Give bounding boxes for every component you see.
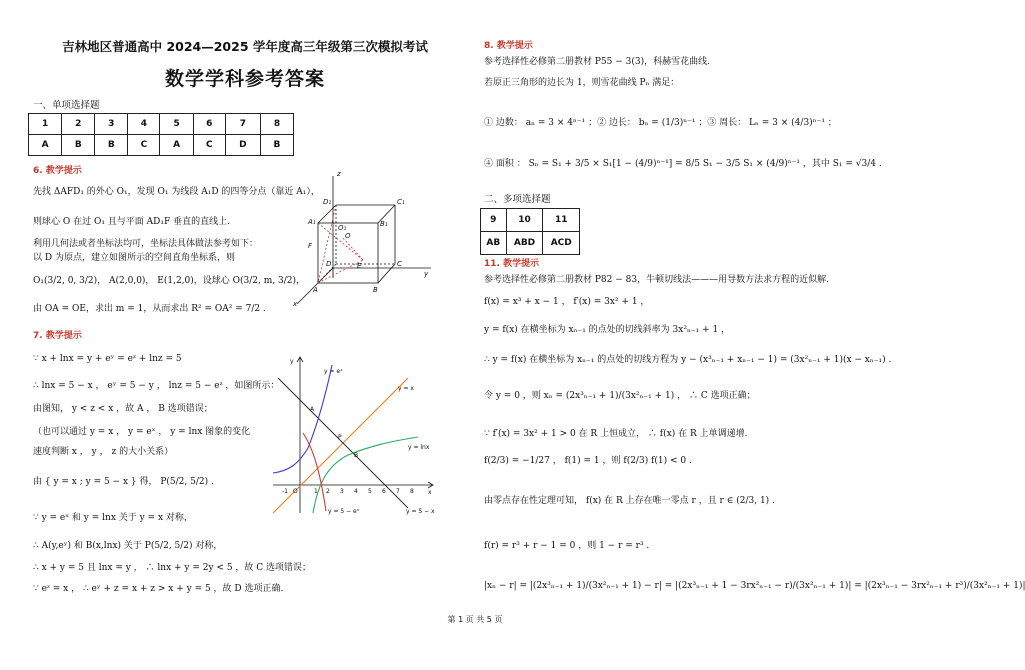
q8-line: ① 边数： aₙ = 3 × 4ⁿ⁻¹ ；② 边长： bₙ = (1/3)ⁿ⁻¹ ；③ 周长： Lₙ = 3 × (4/3)ⁿ⁻¹ ； xyxy=(484,118,837,128)
q6-line: O₁(3/2, 0, 3/2)， A(2,0,0)， E(1,2,0)，设球心 O(3/2, m, 3/2)， xyxy=(33,276,305,286)
answer-title: 数学学科参考答案 xyxy=(164,68,325,90)
table-cell: A xyxy=(29,135,62,156)
svg-text:x: x xyxy=(428,489,432,496)
table-cell: 2 xyxy=(62,114,95,135)
svg-text:O: O xyxy=(345,232,351,240)
table-row xyxy=(29,114,294,135)
svg-text:D: D xyxy=(326,260,332,268)
svg-text:y = lnx: y = lnx xyxy=(408,444,430,451)
table-cell: C xyxy=(193,135,225,156)
table-cell: ACD xyxy=(543,232,580,255)
table-cell: 4 xyxy=(128,114,160,135)
svg-text:z: z xyxy=(337,170,341,178)
q7-line: （也可以通过 y = x ， y = eˣ ， y = lnx 图象的变化 xyxy=(33,427,251,437)
svg-text:y = 5 − x: y = 5 − x xyxy=(406,508,435,515)
q7-line: ∴ A(y,eʸ) 和 B(x,lnx) 关于 P(5/2, 5/2) 对称， xyxy=(33,541,223,551)
q6-line: 先找 ΔAFD₁ 的外心 O₁，发现 O₁ 为线段 A₁D 的四等分点（靠近 A₁）， xyxy=(33,187,320,197)
svg-text:O: O xyxy=(293,488,298,495)
svg-text:A: A xyxy=(310,406,315,413)
q7-line: 速度判断 x ， y ， z 的大小关系） xyxy=(33,447,174,457)
q11-line: ∵ f′(x) = 3x² + 1 > 0 在 R 上恒成立， ∴ f(x) 在 R 上单调递增. xyxy=(484,429,748,439)
q11-hint-heading: 11. 教学提示 xyxy=(484,259,540,269)
svg-text:B: B xyxy=(354,452,359,459)
q7-line: ∵ eᶻ = x ， ∴ eʸ + z = x + z > x + y = 5 ，故 D 选项正确. xyxy=(33,584,284,594)
q7-function-graph xyxy=(268,353,438,515)
section-multi-choice-heading: 二、多项选择题 xyxy=(484,194,551,205)
svg-text:B: B xyxy=(373,286,378,294)
table-cell: 7 xyxy=(225,114,260,135)
table-cell: B xyxy=(260,135,293,156)
table-cell: 1 xyxy=(29,114,62,135)
svg-text:A₁: A₁ xyxy=(308,218,316,226)
table-cell: 3 xyxy=(95,114,128,135)
q11-line: 由零点存在性定理可知， f(x) 在 R 上存在唯一零点 r ，且 r ∈ (2/3, 1) . xyxy=(484,496,775,506)
q11-line: f(2/3) = −1/27 ， f(1) = 1 ，则 f(2/3) f(1) < 0 . xyxy=(484,456,692,466)
single-choice-answer-table xyxy=(28,113,294,156)
table-cell: 10 xyxy=(506,209,543,232)
q11-line: ∴ y = f(x) 在横坐标为 xₙ₋₁ 的点处的切线方程为 y − (x³ₙ₋₁ + xₙ₋₁ − 1) = (3x²ₙ₋₁ + 1)(x − xₙ₋₁) . xyxy=(484,355,892,365)
svg-text:4: 4 xyxy=(354,488,358,495)
q6-line: 则球心 O 在过 O₁ 且与平面 AD₁F 垂直的直线上. xyxy=(33,217,230,227)
q8-line: 若原正三角形的边长为 1，则雪花曲线 Pₙ 满足： xyxy=(484,78,680,88)
svg-text:3: 3 xyxy=(340,488,344,495)
svg-text:5: 5 xyxy=(368,488,372,495)
table-cell: B xyxy=(62,135,95,156)
q7-line: ∵ y = eˣ 和 y = lnx 关于 y = x 对称， xyxy=(33,513,193,523)
page-number: 第 1 页 共 5 页 xyxy=(447,615,503,624)
section-single-choice-heading: 一、单项选择题 xyxy=(33,100,100,111)
table-cell: C xyxy=(128,135,160,156)
page-header xyxy=(30,37,460,91)
q11-line: |xₙ − r| = |(2x³ₙ₋₁ + 1)/(3x²ₙ₋₁ + 1) − r| = |(2x³ₙ₋₁ + 1 − 3rx²ₙ₋₁ − r)/(3x²ₙ₋₁ + 1)| = |(2x³ₙ₋₁ − 3rx²ₙ₋₁ + r³)/(3x²ₙ₋₁ + 1)| xyxy=(484,581,1025,591)
svg-text:8: 8 xyxy=(410,488,414,495)
q11-line: 参考选择性必修第二册教材 P82 − 83，牛顿切线法———用导数方法求方程的近似解. xyxy=(484,275,829,285)
table-cell: B xyxy=(95,135,128,156)
table-cell: 11 xyxy=(543,209,580,232)
table-cell: 6 xyxy=(193,114,225,135)
q6-line: 利用几何法或者坐标法均可，坐标法具体做法参考如下： xyxy=(33,239,259,249)
svg-text:y = eˣ: y = eˣ xyxy=(324,368,343,375)
table-cell: AB xyxy=(481,232,507,255)
q6-line: 由 OA = OE，求出 m = 1，从而求出 R² = OA² = 7/2 . xyxy=(33,304,266,314)
svg-text:y = 5 − eˣ: y = 5 − eˣ xyxy=(328,508,360,515)
multi-choice-answer-table xyxy=(480,208,580,255)
svg-text:C: C xyxy=(397,260,402,268)
svg-text:6: 6 xyxy=(382,488,386,495)
table-cell: A xyxy=(160,135,193,156)
q7-line: ∴ x + y = 5 且 lnx = y ， ∴ lnx + y = 2y < 5 ，故 C 选项错误； xyxy=(33,563,312,573)
svg-text:E: E xyxy=(357,262,362,270)
svg-text:O₁: O₁ xyxy=(338,224,347,232)
svg-text:1: 1 xyxy=(314,488,318,495)
q7-line: ∴ lnx = 5 − x ， eʸ = 5 − y ， lnz = 5 − eᶻ ，如图所示： xyxy=(33,381,280,391)
table-cell: 8 xyxy=(260,114,293,135)
q11-line: f(r) = r³ + r − 1 = 0 ，则 1 − r = r³ . xyxy=(484,541,650,551)
q7-line: ∵ x + lnx = y + eʸ = eᶻ + lnz = 5 xyxy=(33,354,182,364)
q8-hint-heading: 8. 教学提示 xyxy=(484,41,533,51)
svg-text:2: 2 xyxy=(326,488,330,495)
q8-line: ④ 面积 ： Sₙ = S₁ + 3/5 × S₁[1 − (4/9)ⁿ⁻¹] = 8/5 S₁ − 3/5 S₁ × (4/9)ⁿ⁻¹ ，其中 S₁ = √3/4 . xyxy=(484,159,882,169)
table-cell: ABD xyxy=(506,232,543,255)
q6-line: 以 D 为原点，建立如图所示的空间直角坐标系，则 xyxy=(33,253,235,263)
q7-line: 由图知， y < z < x ，故 A ， B 选项错误； xyxy=(33,404,213,414)
svg-text:B₁: B₁ xyxy=(380,220,388,228)
svg-text:7: 7 xyxy=(396,488,400,495)
svg-text:x: x xyxy=(293,300,298,308)
table-cell: 9 xyxy=(481,209,507,232)
svg-text:P: P xyxy=(338,434,342,441)
q11-line: f(x) = x³ + x − 1 ， f′(x) = 3x² + 1 ， xyxy=(484,297,650,307)
svg-text:F: F xyxy=(308,242,313,250)
q11-line: 令 y = 0 ，则 xₙ = (2x³ₙ₋₁ + 1)/(3x²ₙ₋₁ + 1) ， ∴ C 选项正确； xyxy=(484,391,756,401)
q7-line: 由 { y = x ; y = 5 − x } 得， P(5/2, 5/2) . xyxy=(33,477,214,487)
label-D1: D₁ xyxy=(323,198,332,206)
svg-text:C₁: C₁ xyxy=(397,198,405,206)
table-cell: 5 xyxy=(160,114,193,135)
exam-title: 吉林地区普通高中 2024—2025 学年度高三年级第三次模拟考试 xyxy=(62,39,428,54)
q11-line: y = f(x) 在横坐标为 xₙ₋₁ 的点处的切线斜率为 3x²ₙ₋₁ + 1 ， xyxy=(484,325,731,335)
table-cell: D xyxy=(225,135,260,156)
table-row xyxy=(29,135,294,156)
svg-text:A: A xyxy=(313,286,318,294)
q8-line: 参考选择性必修第二册教材 P55 − 3(3)，科赫雪花曲线. xyxy=(484,57,710,67)
table-row xyxy=(481,209,580,232)
svg-text:y: y xyxy=(424,270,429,278)
svg-text:y = x: y = x xyxy=(398,385,414,392)
table-row xyxy=(481,232,580,255)
svg-text:-1: -1 xyxy=(282,488,288,495)
q6-cube-figure xyxy=(293,168,435,308)
q7-hint-heading: 7. 教学提示 xyxy=(33,331,82,341)
q6-hint-heading: 6. 教学提示 xyxy=(33,166,82,176)
svg-text:y: y xyxy=(290,358,294,365)
